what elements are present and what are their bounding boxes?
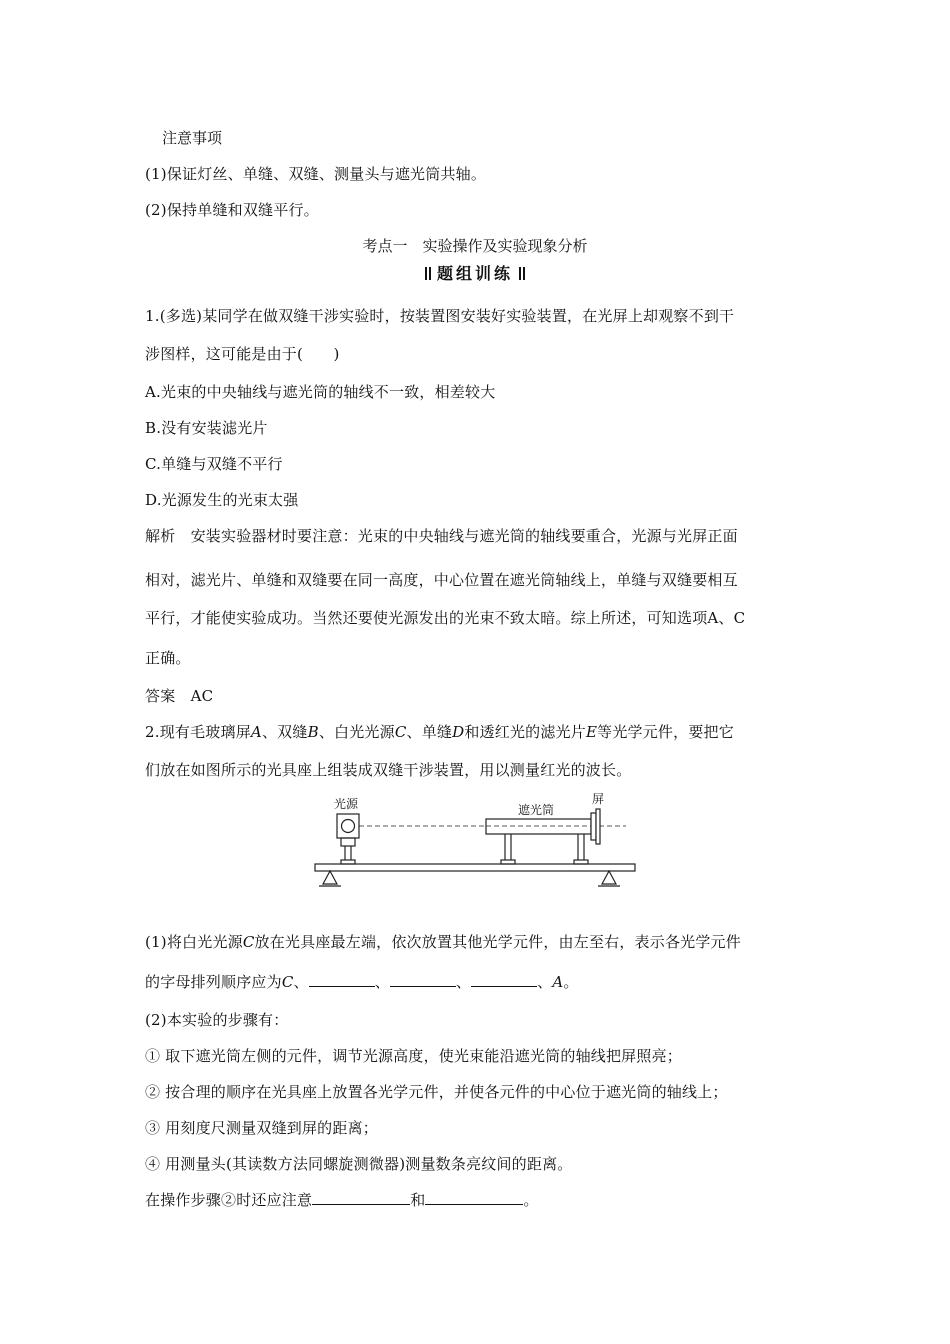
q2-final-line: 在操作步骤②时还应注意 和 。 — [145, 1191, 539, 1209]
answer-blank-2[interactable] — [390, 972, 456, 987]
light-tube — [486, 819, 591, 834]
notes-heading: 注意事项 — [162, 129, 223, 147]
q2-step4: ④ 用测量头(其读数方法同螺旋测微器)测量数条亮纹间的距离。 — [145, 1155, 573, 1173]
q1-analysis-line1: 解析 安装实验器材时要注意：光束的中央轴线与遮光筒的轴线要重合，光源与光屏正面 — [145, 527, 738, 545]
light-source-bulb — [342, 820, 355, 833]
q2-step3: ③ 用刻度尺测量双缝到屏的距离； — [145, 1119, 378, 1137]
notes-item-2: (2)保持单缝和双缝平行。 — [145, 201, 319, 219]
q1-analysis-line2: 相对，滤光片、单缝和双缝要在同一高度，中心位置在遮光筒轴线上，单缝与双缝要相互 — [145, 571, 738, 589]
q2-part1-line1: (1)将白光光源C放在光具座最左端，依次放置其他光学元件，由左至右，表示各光学元件 — [145, 933, 741, 951]
q1-analysis-line4: 正确。 — [145, 649, 191, 667]
q2-line1: 2.现有毛玻璃屏A、双缝B、白光光源C、单缝D和透红光的滤光片E等光学元件，要把它 — [145, 723, 734, 741]
q2-part1-line2: 的字母排列顺序应为C、 、 、 、A。 — [145, 973, 579, 991]
answer-blank-3[interactable] — [471, 972, 537, 987]
section-badge — [0, 264, 950, 284]
q1-stem-line2: 涉图样，这可能是由于( ) — [145, 345, 340, 363]
light-source-box — [337, 814, 359, 838]
q2-part2: (2)本实验的步骤有： — [145, 1011, 289, 1029]
q1-answer: 答案 AC — [145, 687, 214, 705]
answer-blank-4[interactable] — [312, 1190, 410, 1205]
q1-stem-line1: 1.(多选)某同学在做双缝干涉实验时，按装置图安装好实验装置，在光屏上却观察不到干 — [145, 307, 735, 325]
q2-step2: ② 按合理的顺序在光具座上放置各光学元件，并使各元件的中心位于遮光筒的轴线上； — [145, 1083, 728, 1101]
q2-step1: ① 取下遮光筒左侧的元件，调节光源高度，使光束能沿遮光筒的轴线把屏照亮； — [145, 1047, 682, 1065]
light-source-holder — [341, 838, 355, 846]
badge-title: 题组训练 — [436, 264, 513, 283]
notes-item-1: (1)保证灯丝、单缝、双缝、测量头与遮光筒共轴。 — [145, 165, 487, 183]
label-screen: 屏 — [592, 792, 605, 806]
optical-bench-diagram — [310, 792, 640, 896]
q1-option-b: B.没有安装滤光片 — [145, 419, 268, 437]
label-light-source: 光源 — [334, 797, 359, 811]
optical-bench — [315, 864, 635, 871]
answer-blank-5[interactable] — [425, 1190, 523, 1205]
q1-analysis-line3: 平行，才能使实验成功。当然还要使光源发出的光束不致太暗。综上所述，可知选项A、C — [145, 609, 746, 627]
q1-option-a: A.光束的中央轴线与遮光筒的轴线不一致，相差较大 — [145, 383, 496, 401]
q1-option-d: D.光源发生的光束太强 — [145, 491, 299, 509]
section-heading: 考点一 实验操作及实验现象分析 — [362, 237, 588, 255]
q1-option-c: C.单缝与双缝不平行 — [145, 455, 283, 473]
label-light-tube: 遮光筒 — [518, 803, 555, 817]
screen — [591, 813, 596, 840]
q2-line2: 们放在如图所示的光具座上组装成双缝干涉装置，用以测量红光的波长。 — [145, 761, 632, 779]
answer-blank-1[interactable] — [309, 972, 375, 987]
